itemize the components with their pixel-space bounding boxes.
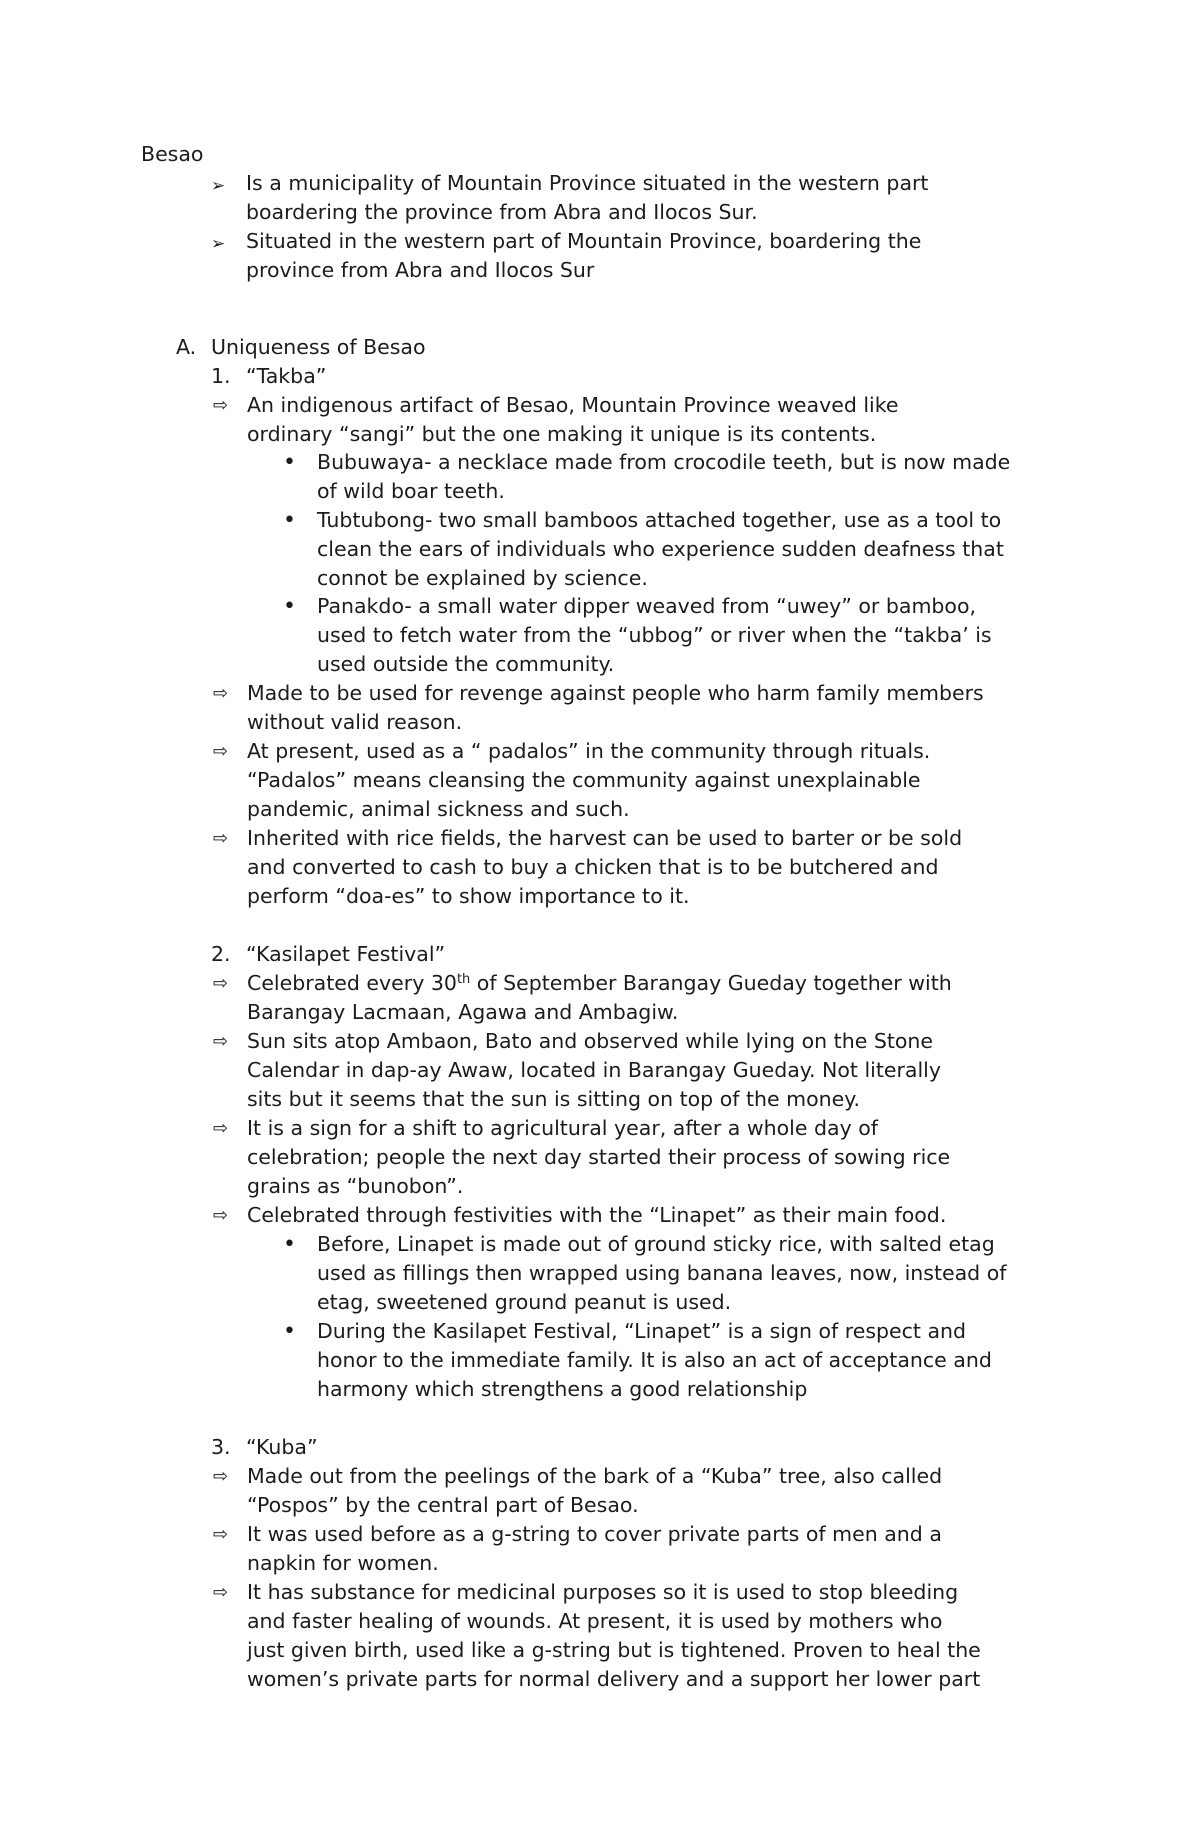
kasilapet-sub-1-line-1: Before, Linapet is made out of ground sticky rice, with salted etag — [317, 1232, 995, 1256]
takba-point-3-line-2: “Padalos” means cleansing the community against unexplainable — [247, 768, 921, 792]
kasilapet-point-3-line-2: celebration; people the next day started their process of sowing rice — [247, 1145, 951, 1169]
arrow-bullet-icon: ⇨ — [213, 1031, 229, 1052]
dot-bullet-icon: • — [283, 508, 296, 533]
kasilapet-point-2-line-2: Calendar in dap-ay Awaw, located in Barangay Gueday. Not literally — [247, 1058, 941, 1082]
takba-sub-3-line-3: used outside the community. — [317, 652, 615, 676]
arrow-bullet-icon: ⇨ — [213, 741, 229, 762]
arrow-bullet-icon: ⇨ — [213, 828, 229, 849]
kasilapet-point-1-line-2: Barangay Lacmaan, Agawa and Ambagiw. — [247, 1000, 679, 1024]
kuba-point-1-line-1: Made out from the peelings of the bark of a “Kuba” tree, also called — [247, 1464, 943, 1488]
item-3-number: 3. — [211, 1435, 231, 1459]
kasilapet-sub-1-line-2: used as fillings then wrapped using banana leaves, now, instead of — [317, 1261, 1007, 1285]
takba-sub-3-line-1: Panakdo- a small water dipper weaved from “uwey” or bamboo, — [317, 594, 977, 618]
dot-bullet-icon: • — [283, 450, 296, 475]
item-2-number: 2. — [211, 942, 231, 966]
arrow-bullet-icon: ⇨ — [213, 1118, 229, 1139]
intro-bullet-1-line-1: Is a municipality of Mountain Province situated in the western part — [246, 171, 929, 195]
section-letter: A. — [176, 335, 197, 359]
takba-point-3-line-3: pandemic, animal sickness and such. — [247, 797, 630, 821]
kuba-point-2-line-1: It was used before as a g-string to cover private parts of men and a — [247, 1522, 942, 1546]
kuba-point-3-line-4: women’s private parts for normal delivery and a support her lower part — [247, 1667, 981, 1691]
arrow-bullet-icon: ⇨ — [213, 683, 229, 704]
takba-point-3-line-1: At present, used as a “ padalos” in the community through rituals. — [247, 739, 931, 763]
item-3-title: “Kuba” — [246, 1435, 318, 1459]
takba-point-4-line-3: perform “doa-es” to show importance to it. — [247, 884, 690, 908]
kasilapet-point-1-line-1: Celebrated every 30th of September Barangay Gueday together with — [247, 971, 952, 995]
kuba-point-3-line-2: and faster healing of wounds. At present, it is used by mothers who — [247, 1609, 943, 1633]
kasilapet-sub-2-line-1: During the Kasilapet Festival, “Linapet” is a sign of respect and — [317, 1319, 967, 1343]
arrow-bullet-icon: ⇨ — [213, 973, 229, 994]
ordinal-suffix: th — [456, 972, 471, 987]
takba-point-4-line-1: Inherited with rice fields, the harvest can be used to barter or be sold — [247, 826, 963, 850]
arrow-bullet-icon: ⇨ — [213, 1466, 229, 1487]
kasilapet-point-3-line-3: grains as “bunobon”. — [247, 1174, 464, 1198]
kuba-point-3-line-1: It has substance for medicinal purposes so it is used to stop bleeding — [247, 1580, 959, 1604]
takba-sub-1-line-2: of wild boar teeth. — [317, 479, 505, 503]
dot-bullet-icon: • — [283, 594, 296, 619]
takba-sub-2-line-2: clean the ears of individuals who experience sudden deafness that — [317, 537, 1004, 561]
dot-bullet-icon: • — [283, 1232, 296, 1257]
arrow-bullet-icon: ⇨ — [213, 395, 229, 416]
document-title: Besao — [141, 142, 204, 166]
kasilapet-point-4-line-1: Celebrated through festivities with the “Linapet” as their main food. — [247, 1203, 947, 1227]
kasilapet-sub-2-line-2: honor to the immediate family. It is also an act of acceptance and — [317, 1348, 992, 1372]
intro-bullet-1-line-2: boardering the province from Abra and Ilocos Sur. — [246, 200, 758, 224]
takba-point-2-line-2: without valid reason. — [247, 710, 463, 734]
intro-bullet-2-line-1: Situated in the western part of Mountain Province, boardering the — [246, 229, 922, 253]
kasilapet-point-2-line-1: Sun sits atop Ambaon, Bato and observed while lying on the Stone — [247, 1029, 934, 1053]
takba-sub-2-line-3: connot be explained by science. — [317, 566, 648, 590]
kasilapet-point-2-line-3: sits but it seems that the sun is sitting on top of the money. — [247, 1087, 860, 1111]
intro-bullet-2-line-2: province from Abra and Ilocos Sur — [246, 258, 595, 282]
takba-sub-3-line-2: used to fetch water from the “ubbog” or river when the “takba’ is — [317, 623, 992, 647]
section-title: Uniqueness of Besao — [211, 335, 426, 359]
check-bullet-icon: ➢ — [211, 234, 226, 254]
item-1-title: “Takba” — [246, 364, 327, 388]
kuba-point-2-line-2: napkin for women. — [247, 1551, 439, 1575]
takba-point-1-line-1: An indigenous artifact of Besao, Mountain Province weaved like — [247, 393, 899, 417]
kasilapet-sub-2-line-3: harmony which strengthens a good relationship — [317, 1377, 808, 1401]
takba-point-2-line-1: Made to be used for revenge against people who harm family members — [247, 681, 984, 705]
item-2-title: “Kasilapet Festival” — [246, 942, 446, 966]
takba-point-1-line-2: ordinary “sangi” but the one making it unique is its contents. — [247, 422, 877, 446]
takba-sub-2-line-1: Tubtubong- two small bamboos attached together, use as a tool to — [317, 508, 1002, 532]
arrow-bullet-icon: ⇨ — [213, 1205, 229, 1226]
dot-bullet-icon: • — [283, 1319, 296, 1344]
arrow-bullet-icon: ⇨ — [213, 1582, 229, 1603]
check-bullet-icon: ➢ — [211, 176, 226, 196]
arrow-bullet-icon: ⇨ — [213, 1524, 229, 1545]
kuba-point-3-line-3: just given birth, used like a g-string but is tightened. Proven to heal the — [247, 1638, 981, 1662]
item-1-number: 1. — [211, 364, 231, 388]
takba-sub-1-line-1: Bubuwaya- a necklace made from crocodile teeth, but is now made — [317, 450, 1011, 474]
kasilapet-sub-1-line-3: etag, sweetened ground peanut is used. — [317, 1290, 732, 1314]
kasilapet-point-3-line-1: It is a sign for a shift to agricultural year, after a whole day of — [247, 1116, 878, 1140]
takba-point-4-line-2: and converted to cash to buy a chicken that is to be butchered and — [247, 855, 939, 879]
kuba-point-1-line-2: “Pospos” by the central part of Besao. — [247, 1493, 639, 1517]
